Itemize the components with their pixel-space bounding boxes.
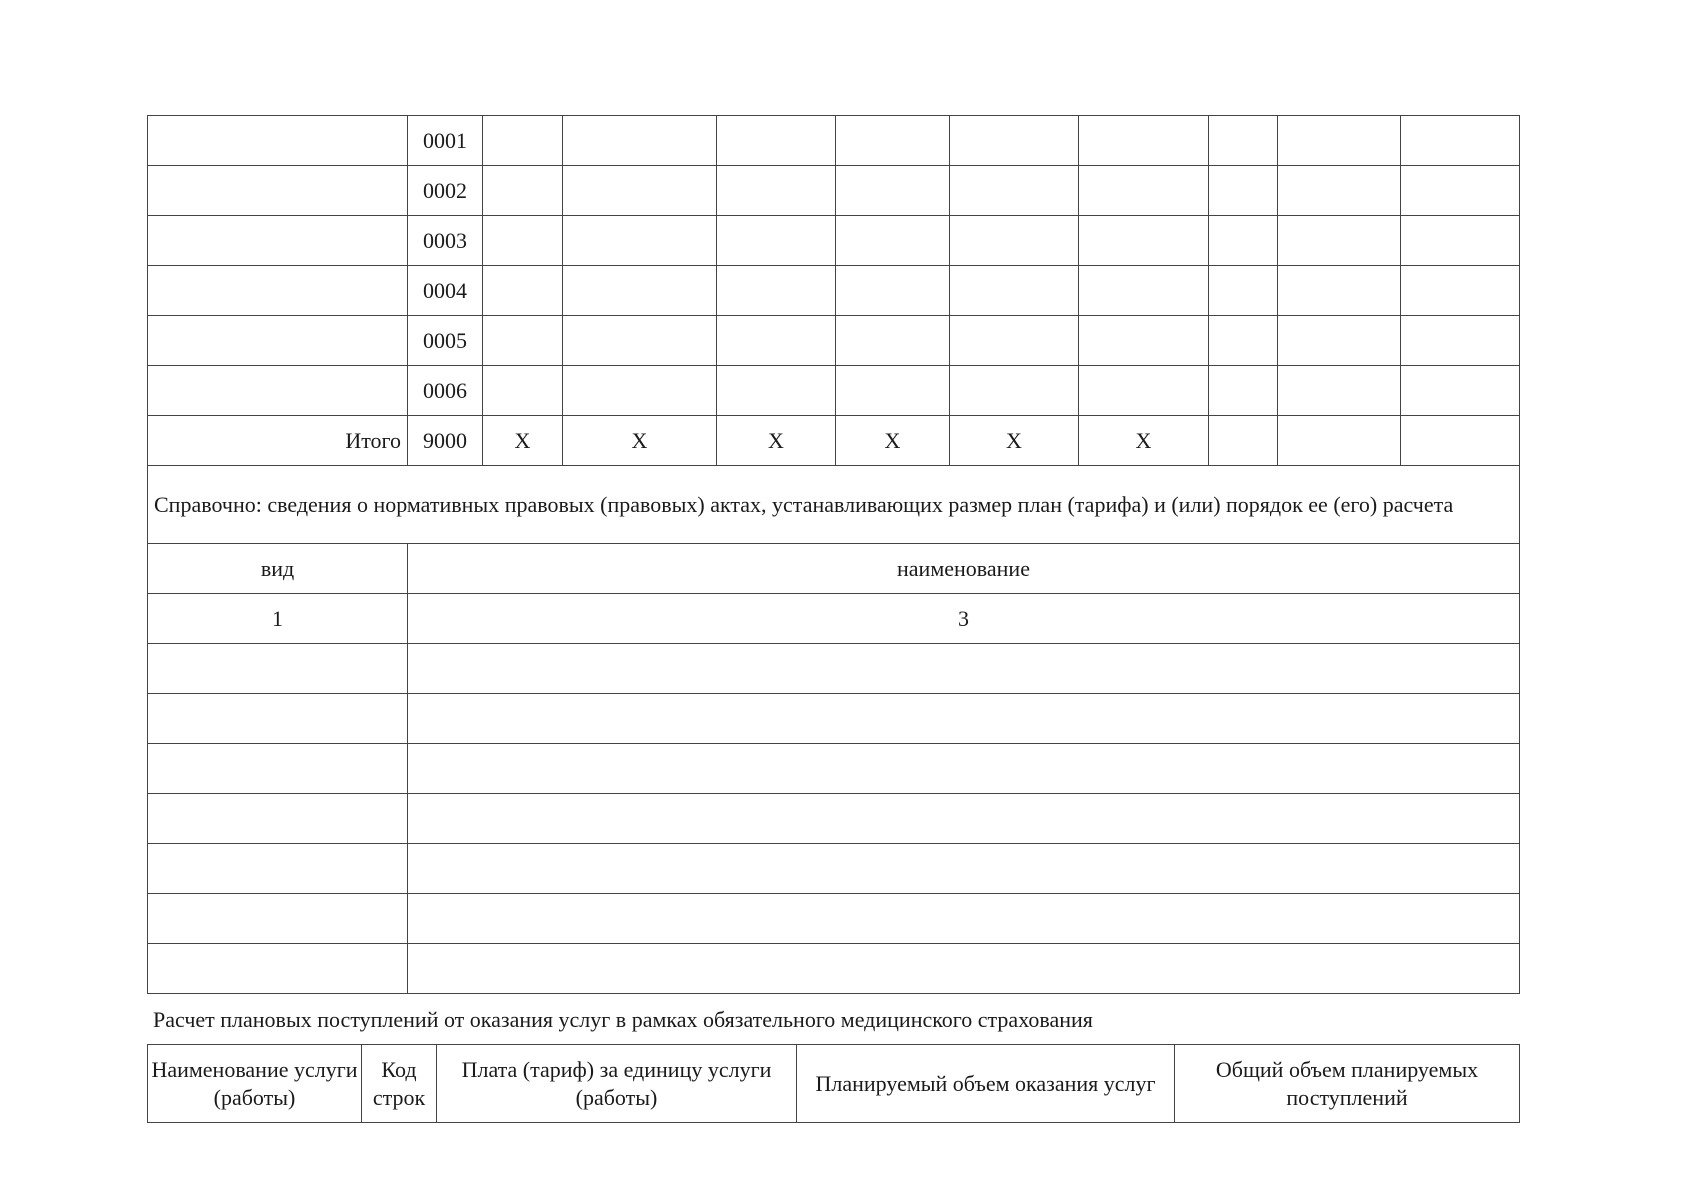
cell xyxy=(1209,266,1278,316)
cell xyxy=(950,266,1079,316)
table-row xyxy=(148,366,1520,416)
header-total-revenue: Общий объем планируемых поступлений xyxy=(1175,1045,1520,1123)
cell xyxy=(483,316,563,366)
header-unit-price: Плата (тариф) за единицу услуги (работы) xyxy=(437,1045,797,1123)
row-code: 0006 xyxy=(408,366,483,416)
cell xyxy=(1278,216,1401,266)
cell xyxy=(1278,366,1401,416)
cell xyxy=(1401,216,1520,266)
cell xyxy=(483,116,563,166)
cell xyxy=(950,216,1079,266)
cell xyxy=(950,316,1079,366)
cell xyxy=(950,166,1079,216)
x-mark: X xyxy=(950,416,1079,466)
table-row xyxy=(148,644,1520,694)
cell xyxy=(1079,166,1209,216)
cell xyxy=(483,266,563,316)
header-planned-volume: Планируемый объем оказания услуг xyxy=(797,1045,1175,1123)
cell xyxy=(1209,416,1278,466)
cell xyxy=(483,366,563,416)
table-row xyxy=(148,116,1520,166)
column-number: 1 xyxy=(148,594,408,644)
cell xyxy=(148,844,408,894)
table-row xyxy=(148,844,1520,894)
cell xyxy=(836,266,950,316)
table-row xyxy=(148,166,1520,216)
cell xyxy=(563,166,717,216)
cell xyxy=(563,116,717,166)
cell xyxy=(148,894,408,944)
cell xyxy=(836,316,950,366)
header-row-code: Код строк xyxy=(362,1045,437,1123)
cell xyxy=(1209,316,1278,366)
cell xyxy=(148,216,408,266)
cell xyxy=(836,366,950,416)
cell xyxy=(148,266,408,316)
cell xyxy=(1278,416,1401,466)
cell xyxy=(717,166,836,216)
cell xyxy=(563,316,717,366)
cell xyxy=(1278,266,1401,316)
cell xyxy=(148,644,408,694)
cell xyxy=(1079,366,1209,416)
total-label: Итого xyxy=(148,416,408,466)
cell xyxy=(563,366,717,416)
cell xyxy=(836,116,950,166)
cell xyxy=(836,216,950,266)
cell xyxy=(563,216,717,266)
cell xyxy=(950,116,1079,166)
cell xyxy=(1079,216,1209,266)
cell xyxy=(1209,166,1278,216)
row-code: 0005 xyxy=(408,316,483,366)
cell xyxy=(1209,366,1278,416)
total-row xyxy=(148,416,1520,466)
cell xyxy=(1401,166,1520,216)
header-name: наименование xyxy=(408,544,1520,594)
cell xyxy=(717,316,836,366)
header-service-name: Наименование услуги (работы) xyxy=(148,1045,362,1123)
cell xyxy=(717,116,836,166)
cell xyxy=(1278,316,1401,366)
cell xyxy=(148,794,408,844)
cell xyxy=(1079,266,1209,316)
cell xyxy=(1401,116,1520,166)
cell xyxy=(1401,416,1520,466)
x-mark: X xyxy=(483,416,563,466)
reference-note-row xyxy=(148,466,1520,544)
column-number: 3 xyxy=(408,594,1520,644)
header-kind: вид xyxy=(148,544,408,594)
cell xyxy=(148,694,408,744)
cell xyxy=(408,644,1520,694)
cell xyxy=(483,216,563,266)
x-mark: X xyxy=(1079,416,1209,466)
table-row xyxy=(148,944,1520,994)
table-row xyxy=(148,894,1520,944)
table-row xyxy=(148,794,1520,844)
row-code: 0001 xyxy=(408,116,483,166)
cell xyxy=(1278,166,1401,216)
cell xyxy=(717,266,836,316)
table-row xyxy=(148,216,1520,266)
oms-revenue-table xyxy=(147,1044,1520,1123)
cell xyxy=(148,744,408,794)
x-mark: X xyxy=(717,416,836,466)
cell xyxy=(1079,316,1209,366)
cell xyxy=(408,894,1520,944)
table-row xyxy=(148,694,1520,744)
cell xyxy=(950,366,1079,416)
cell xyxy=(836,166,950,216)
cell xyxy=(563,266,717,316)
cell xyxy=(1401,316,1520,366)
cell xyxy=(1209,216,1278,266)
cell xyxy=(408,794,1520,844)
table-row xyxy=(148,266,1520,316)
x-mark: X xyxy=(836,416,950,466)
row-code: 0003 xyxy=(408,216,483,266)
cell xyxy=(717,216,836,266)
cell xyxy=(1278,116,1401,166)
table-row xyxy=(148,744,1520,794)
cell xyxy=(148,366,408,416)
x-mark: X xyxy=(563,416,717,466)
cell xyxy=(717,366,836,416)
cell xyxy=(1209,116,1278,166)
reference-header-row xyxy=(148,544,1520,594)
cell xyxy=(483,166,563,216)
cell xyxy=(148,316,408,366)
reference-note: Справочно: сведения о нормативных правовых (правовых) актах, устанавливающих размер план (тарифа) и (или) порядок ее (его) расчета xyxy=(148,466,1520,544)
cell xyxy=(1401,266,1520,316)
row-code: 0004 xyxy=(408,266,483,316)
cell xyxy=(1401,366,1520,416)
cell xyxy=(148,944,408,994)
section-caption: Расчет плановых поступлений от оказания услуг в рамках обязательного медицинского страхования xyxy=(153,1007,1093,1032)
cell xyxy=(148,166,408,216)
cell xyxy=(408,744,1520,794)
reference-number-row xyxy=(148,594,1520,644)
cell xyxy=(408,844,1520,894)
cell xyxy=(1079,116,1209,166)
cell xyxy=(148,116,408,166)
total-code: 9000 xyxy=(408,416,483,466)
table-row xyxy=(148,316,1520,366)
header-row xyxy=(148,1045,1520,1123)
row-code: 0002 xyxy=(408,166,483,216)
cell xyxy=(408,944,1520,994)
cell xyxy=(408,694,1520,744)
tariff-table xyxy=(147,115,1520,994)
